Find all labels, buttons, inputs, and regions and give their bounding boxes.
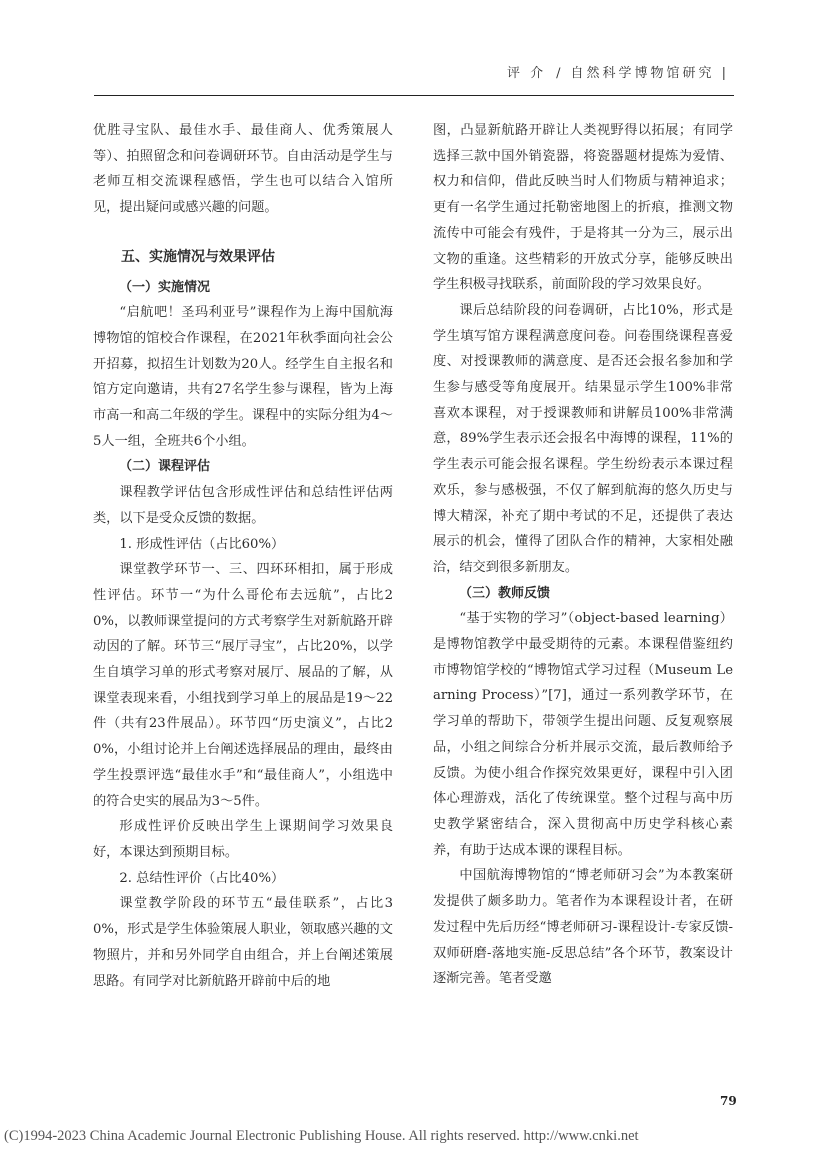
- left-column: [93, 118, 393, 994]
- paragraph: 课后总结阶段的问卷调研，占比10%，形式是学生填写馆方课程满意度问卷。问卷围绕课程喜爱度、对授课教师的满意度、是否还会报名参加和学生参与感受等角度展开。结果显示学生100%非常喜欢本课程，对于授课教师和讲解员100%非常满意，89%学生表示还会报名中海博的课程，11%的学生表示可能会报名课程。学生纷纷表示本课过程欢乐，参与感极强，不仅了解到航海的悠久历史与博大精深，补充了期中考试的不足，还提供了表达展示的机会，懂得了团队合作的精神，大家相处融洽，结交到很多新朋友。: [433, 302, 733, 575]
- journal-name: 自然科学博物馆研究 |: [570, 66, 729, 81]
- subsection-heading: （一）实施情况: [119, 279, 211, 295]
- running-header: [507, 62, 729, 81]
- paragraph: 图，凸显新航路开辟让人类视野得以拓展；有同学选择三款中国外销瓷器，将瓷器题材提炼为爱情、权力和信仰，借此反映当时人们物质与精神追求；更有一名学生通过托勒密地图上的折痕，推测文物流传中可能会有残件，于是将其一分为三，展示出文物的重逢。这些精彩的开放式分享，能够反映出学生积极寻找联系，前面阶段的学习效果良好。: [433, 123, 733, 293]
- paragraph: 中国航海博物馆的“博老师研习会”为本教案研发提供了颇多助力。笔者作为本课程设计者，在研发过程中先后历经“博老师研习-课程设计-专家反馈-双师研磨-落地实施-反思总结”各个环节，教案设计逐渐完善。笔者受邀: [433, 868, 733, 987]
- paragraph: “启航吧！圣玛利亚号”课程作为上海中国航海博物馆的馆校合作课程，在2021年秋季面向社会公开招募，拟招生计划数为20人。经学生自主报名和馆方定向邀请，共有27名学生参与课程，皆为上海市高一和高二年级的学生。课程中的实际分组为4～5人一组，全班共6个小组。: [93, 305, 393, 449]
- header-rule: [94, 95, 734, 96]
- paragraph: 课程教学评估包含形成性评估和总结性评估两类，以下是受众反馈的数据。: [93, 485, 393, 526]
- header-section: 评 介: [506, 66, 547, 81]
- paragraph: 优胜寻宝队、最佳水手、最佳商人、优秀策展人等）、拍照留念和问卷调研环节。自由活动是学生与老师互相交流课程感悟，学生也可以结合入馆所见，提出疑问或感兴趣的问题。: [93, 123, 393, 216]
- right-column: [433, 118, 733, 992]
- paragraph: 课堂教学阶段的环节五“最佳联系”，占比30%，形式是学生体验策展人职业，领取感兴趣的文物照片，并和另外同学自由组合，并上台阐述策展思路。有同学对比新航路开辟前中后的地: [93, 896, 393, 989]
- copyright-footer: (C)1994-2023 China Academic Journal Electronic Publishing House. All rights reserved. http://www.cnki.net: [4, 1128, 639, 1144]
- numbered-heading: 2. 总结性评价（占比40%）: [119, 870, 285, 886]
- page-number: 79: [720, 1094, 737, 1108]
- paragraph: 形成性评价反映出学生上课期间学习效果良好，本课达到预期目标。: [93, 819, 393, 860]
- paragraph: 课堂教学环节一、三、四环环相扣，属于形成性评估。环节一“为什么哥伦布去远航”，占比20%，以教师课堂提问的方式考察学生对新航路开辟动因的了解。环节三“展厅寻宝”，占比20%，以学生自填学习单的形式考察对展厅、展品的了解，从课堂表现来看，小组找到学习单上的展品是19～22件（共有23件展品）。环节四“历史演义”，占比20%，小组讨论并上台阐述选择展品的理由，最终由学生投票评选“最佳水手”和“最佳商人”，小组选中的符合史实的展品为3～5件。: [93, 562, 393, 809]
- section-heading: 五、实施情况与效果评估: [121, 248, 275, 265]
- subsection-heading: （三）教师反馈: [459, 585, 551, 601]
- subsection-heading: （二）课程评估: [119, 459, 211, 475]
- paragraph: “基于实物的学习”（object-based learning）是博物馆教学中最受期待的元素。本课程借鉴纽约市博物馆学校的“博物馆式学习过程（Museum Learning Process）”[7]，通过一系列教学环节，在学习单的帮助下，带领学生提出问题、反复观察展品，小组之间综合分析并展示交流，最后教师给予反馈。为使小组合作探究效果更好，课程中引入团体心理游戏，活化了传统课堂。整个过程与高中历史教学紧密结合，深入贯彻高中历史学科核心素养，有助于达成本课的课程目标。: [433, 611, 733, 858]
- header-separator: /: [556, 66, 561, 81]
- numbered-heading: 1. 形成性评估（占比60%）: [119, 536, 285, 552]
